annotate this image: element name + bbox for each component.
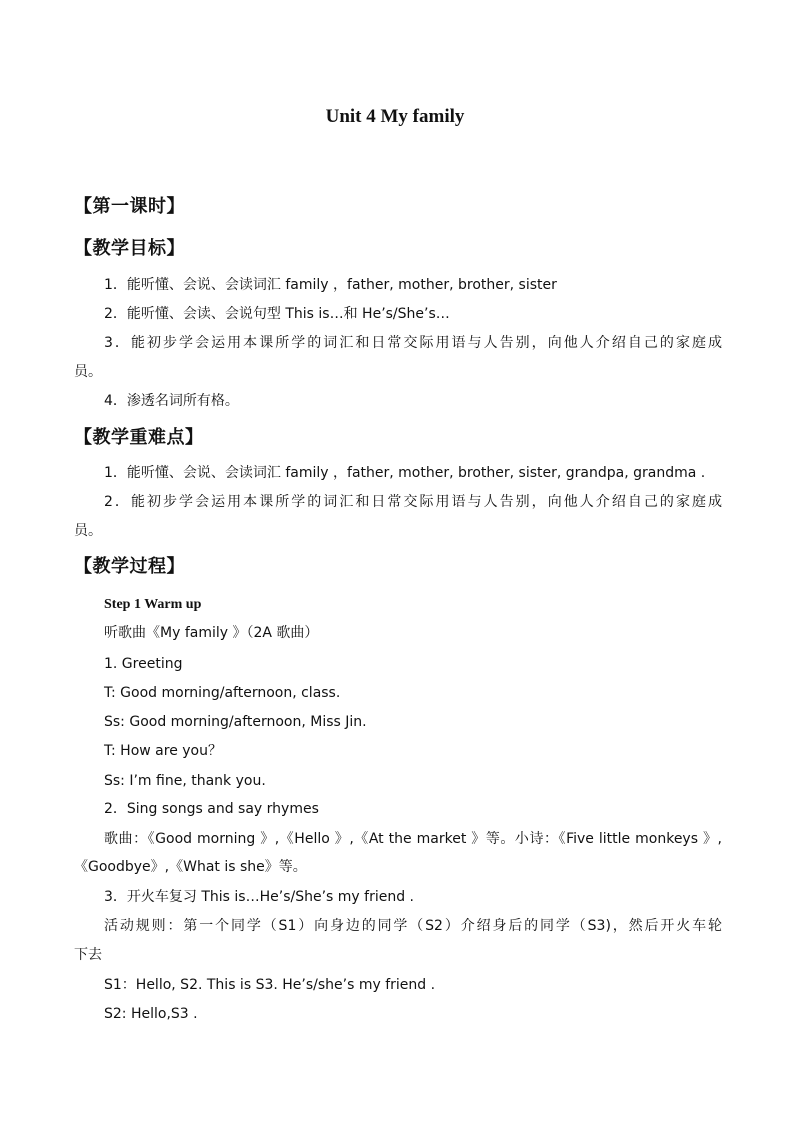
objectives-heading: 【教学目标】 bbox=[74, 238, 185, 259]
process-line: Ss: I’m fine, thank you. bbox=[104, 773, 266, 789]
process-line: S2: Hello,S3 . bbox=[104, 1006, 198, 1022]
keypoints-heading: 【教学重难点】 bbox=[74, 427, 204, 448]
objective-item-3-cont: 员。 bbox=[74, 364, 102, 380]
process-line: 3．开火车复习 This is…He’s/She’s my friend . bbox=[104, 889, 414, 905]
objective-item-4: 4．渗透名词所有格。 bbox=[104, 393, 239, 409]
document-title: Unit 4 My family bbox=[325, 106, 465, 127]
keypoint-item-2-cont: 员。 bbox=[74, 523, 102, 539]
process-heading: 【教学过程】 bbox=[74, 556, 185, 577]
objective-item-1: 1．能听懂、会说、会读词汇 family ，father, mother, brother, sister bbox=[104, 277, 557, 293]
process-line: 1. Greeting bbox=[104, 656, 183, 672]
process-line: S1：Hello, S2. This is S3. He’s/she’s my friend . bbox=[104, 977, 436, 993]
process-line: 活动规则：第一个同学（S1）向身边的同学（S2）介绍身后的同学（S3)，然后开火车轮 bbox=[104, 918, 722, 934]
process-line: 下去 bbox=[74, 947, 102, 963]
process-line: T: How are you？ bbox=[104, 743, 222, 759]
process-line: Ss: Good morning/afternoon, Miss Jin. bbox=[104, 714, 367, 730]
lesson-heading: 【第一课时】 bbox=[74, 196, 185, 217]
objective-item-3: 3．能初步学会运用本课所学的词汇和日常交际用语与人告别，向他人介绍自己的家庭成 bbox=[104, 335, 722, 351]
process-line: 听歌曲《My family 》（2A 歌曲） bbox=[104, 625, 319, 641]
step-1-heading: Step 1 Warm up bbox=[104, 597, 202, 612]
process-line: 歌曲：《Good morning 》,《Hello 》,《At the market 》等。小诗：《Five little monkeys 》, bbox=[104, 831, 722, 847]
process-line: 《Goodbye》,《What is she》等。 bbox=[74, 859, 307, 875]
process-line: 2．Sing songs and say rhymes bbox=[104, 801, 319, 817]
keypoint-item-1: 1．能听懂、会说、会读词汇 family ，father, mother, brother, sister, grandpa, grandma . bbox=[104, 465, 706, 481]
objective-item-2: 2．能听懂、会读、会说句型 This is…和 He’s/She’s… bbox=[104, 306, 450, 322]
keypoint-item-2: 2．能初步学会运用本课所学的词汇和日常交际用语与人告别，向他人介绍自己的家庭成 bbox=[104, 494, 722, 510]
process-line: T: Good morning/afternoon, class. bbox=[104, 685, 341, 701]
